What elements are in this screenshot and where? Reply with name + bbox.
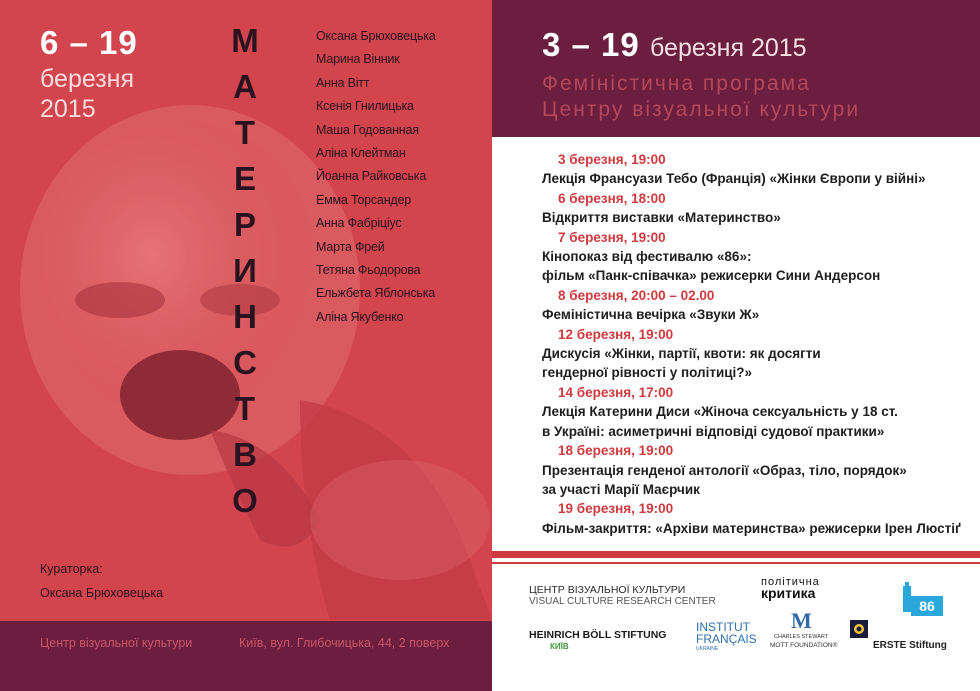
event-schedule	[492, 137, 980, 551]
venue-address: Київ, вул. Глибочицька, 44, 2 поверх	[239, 636, 450, 650]
event-datetime: 7 березня, 19:00	[558, 229, 666, 245]
event-item	[492, 228, 980, 286]
krytyka-logo-main: критика	[761, 585, 816, 601]
festival-86-logo	[901, 580, 945, 618]
event-item	[492, 499, 980, 538]
title-letter: Т	[234, 390, 256, 427]
exhibition-year: 2015	[40, 95, 96, 123]
event-description: гендерної рівності у політиці?»	[542, 365, 753, 381]
event-description: Відкриття виставки «Материнство»	[542, 210, 781, 226]
artist-name: Ксенія Гнилицька	[316, 99, 414, 114]
event-datetime: 14 березня, 17:00	[558, 384, 674, 400]
artist-name: Аліна Якубенко	[316, 309, 404, 324]
program-subtitle-line1: Феміністична програма	[542, 72, 811, 95]
event-description: Феміністична вечірка «Звуки Ж»	[542, 307, 760, 323]
event-datetime: 12 березня, 19:00	[558, 326, 674, 342]
curator-name: Оксана Брюховецька	[40, 586, 164, 600]
title-letter: Т	[234, 114, 256, 151]
event-item	[492, 189, 980, 228]
title-letter: О	[232, 482, 258, 519]
venue-footer	[0, 621, 492, 691]
event-item	[492, 383, 980, 441]
event-datetime: 8 березня, 20:00 – 02.00	[558, 287, 715, 303]
institut-francais-line1: INSTITUT	[696, 620, 750, 634]
event-item	[492, 325, 980, 383]
artist-name: Емма Торсандер	[316, 192, 412, 207]
title-letter: Н	[233, 298, 257, 335]
title-letter: В	[233, 436, 257, 473]
title-letter: Е	[233, 160, 256, 197]
artist-name: Марина Вінник	[316, 52, 400, 67]
artist-name: Анна Фабріціус	[316, 216, 402, 231]
artist-name: Марта Фрей	[316, 239, 385, 254]
krytyka-logo-top: політична	[761, 576, 820, 588]
artist-list	[316, 25, 436, 329]
event-description: Кінопоказ від фестивалю «86»:	[542, 249, 752, 265]
curator-label: Кураторка:	[40, 562, 103, 576]
exhibition-month-year	[40, 64, 134, 124]
artist-name: Оксана Брюховецька	[316, 29, 436, 43]
mott-logo-line1: CHARLES STEWART	[774, 634, 829, 640]
boll-logo-city: КИЇВ	[550, 642, 569, 651]
event-datetime: 6 березня, 18:00	[558, 190, 666, 206]
program-dates: 3 – 19	[542, 26, 640, 63]
event-datetime: 19 березня, 19:00	[558, 501, 674, 517]
event-item	[492, 441, 980, 499]
mott-logo-mark: M	[791, 608, 812, 633]
event-item	[492, 150, 980, 189]
event-datetime: 3 березня, 19:00	[558, 152, 666, 167]
event-description: в Україні: асиметричні відповіді судової практики»	[542, 423, 885, 439]
title-letter: С	[233, 344, 257, 381]
institut-francais-line2: FRANÇAIS	[696, 632, 757, 646]
title-letter: М	[231, 22, 259, 59]
program-header	[492, 0, 980, 137]
program-subtitle-line2: Центру візуальної культури	[542, 98, 861, 121]
institut-francais-line3: UKRAINE	[696, 646, 719, 652]
event-description: Лекція Катерини Диси «Жіноча сексуальність у 18 ст.	[542, 404, 898, 420]
venue-name: Центр візуальної культури	[40, 636, 193, 650]
event-description: Лекція Франсуази Тебо (Франція) «Жінки Європи у війні»	[542, 171, 926, 187]
artist-name: Аліна Клейтман	[316, 145, 406, 160]
event-description: Фільм-закриття: «Архіви материнства» режисерки Ірен Люстіґ	[542, 520, 962, 536]
festival-86-label: 86	[919, 598, 935, 614]
artist-name: Тетяна Фьодорова	[316, 262, 421, 277]
erste-logo-icon	[850, 620, 868, 638]
artist-name: Ельжбета Яблонська	[316, 286, 435, 301]
erste-logo-name: ERSTE Stiftung	[873, 640, 947, 651]
divider-thick	[492, 551, 980, 558]
event-datetime: 18 березня, 19:00	[558, 443, 674, 459]
artist-name: Йоанна Райковська	[316, 169, 427, 184]
exhibition-dates: 6 – 19	[40, 24, 138, 61]
event-description: за участі Марії Маєрчик	[542, 481, 700, 497]
boll-logo-name: HEINRICH BÖLL STIFTUNG	[529, 629, 667, 641]
divider-thin	[492, 562, 980, 564]
artist-name: Маша Годованная	[316, 122, 419, 137]
title-letter: Р	[233, 206, 256, 243]
exhibition-month: березня	[40, 65, 135, 93]
exhibition-title-vertical	[231, 18, 259, 524]
event-description: Дискусія «Жінки, партії, квоти: як досягти	[542, 346, 821, 362]
event-description: Презентація генденої антології «Образ, тіло, порядок»	[542, 462, 907, 478]
partner-logos	[492, 566, 980, 691]
event-item	[492, 286, 980, 325]
event-description: фільм «Панк-співачка» режисерки Сини Андерсон	[542, 268, 881, 284]
program-month-year: березня 2015	[650, 34, 807, 62]
cvk-logo-name: ЦЕНТР ВІЗУАЛЬНОЇ КУЛЬТУРИ	[529, 584, 686, 596]
title-letter: А	[233, 68, 257, 105]
artist-name: Анна Вітт	[316, 75, 370, 90]
mott-logo-line2: MOTT FOUNDATION®	[770, 642, 838, 649]
cvk-logo-name-en: VISUAL CULTURE RESEARCH CENTER	[529, 596, 716, 607]
title-letter: И	[233, 252, 257, 289]
